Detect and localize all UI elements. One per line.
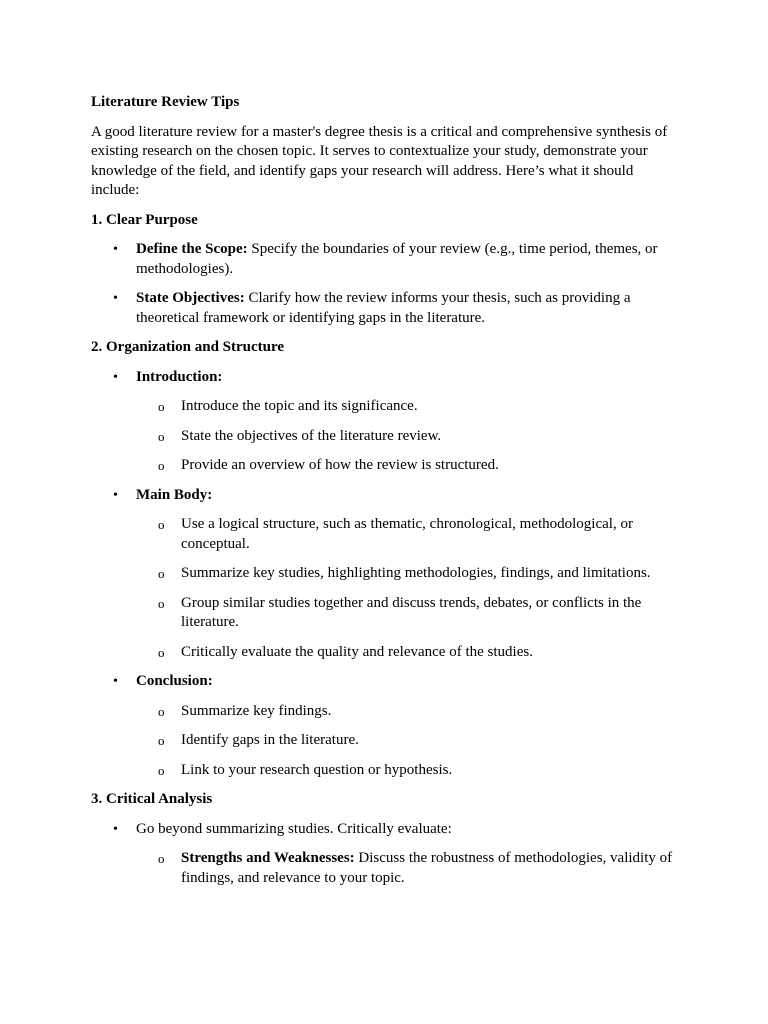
sub-item-text: Group similar studies together and discuss trends, debates, or conflicts in the literature. [181,594,642,630]
item-label: Define the Scope: [136,241,248,257]
item-label: State Objectives: [136,290,245,306]
bullet-list-critical-analysis [91,820,681,889]
item-text: Go beyond summarizing studies. Critically evaluate: [136,820,452,837]
sub-bullet-icon: o [158,733,165,748]
sub-bullet-icon: o [158,399,165,414]
item-label: Conclusion: [136,673,213,689]
sub-list-critical-evaluate [136,849,681,888]
bullet-icon: • [113,242,118,257]
sub-list-conclusion [136,702,681,781]
sub-list-introduction [136,397,681,476]
sub-item-text: Introduce the topic and its significance. [181,398,418,414]
sub-item-label: Strengths and Weaknesses: [181,850,355,866]
item-text: Specify the boundaries of your review (e.g., time period, themes, or methodologies). [136,241,658,277]
list-item [91,368,681,476]
sub-item-text: Link to your research question or hypothesis. [181,761,453,778]
sub-item-text: Use a logical structure, such as thematic, chronological, methodological, or conceptual. [181,516,633,552]
list-item [91,672,681,780]
sub-list-item [136,594,681,633]
bullet-icon: • [113,821,118,837]
sub-list-item [136,564,681,584]
item-label: Main Body: [136,486,213,503]
bullet-icon: • [113,291,118,306]
section-heading-organization: 2. Organization and Structure [91,339,285,355]
section-heading-clear-purpose: 1. Clear Purpose [91,211,198,228]
sub-list-item [136,643,681,663]
sub-list-item [136,849,681,888]
sub-list-item [136,515,681,554]
bullet-list-clear-purpose [91,240,681,328]
list-item [91,486,681,663]
sub-list-item [136,456,681,476]
bullet-icon: • [113,369,118,385]
list-item [91,289,681,328]
intro-paragraph: A good literature review for a master's degree thesis is a critical and comprehensive synthesis of existing research on the chosen topic. It serves to contextualize your study, demonstrate your knowledge of the field, and identify gaps your research will address. Here’s what it should include: [91,123,668,198]
sub-list-item [136,761,681,781]
sub-item-text: Summarize key studies, highlighting methodologies, findings, and limitations. [181,565,651,581]
sub-bullet-icon: o [158,703,165,719]
sub-item-text: State the objectives of the literature review. [181,427,442,444]
sub-item-text: Provide an overview of how the review is structured. [181,457,499,473]
sub-bullet-icon: o [158,458,165,473]
item-text: Clarify how the review informs your thesis, such as providing a theoretical framework or identifying gaps in the literature. [136,290,631,326]
sub-bullet-icon: o [158,428,165,444]
sub-bullet-icon: o [158,851,165,866]
sub-bullet-icon: o [158,566,165,581]
sub-item-text: Summarize key findings. [181,702,332,719]
sub-list-item [136,702,681,722]
list-item [91,820,681,889]
sub-list-main-body [136,515,681,662]
section-heading-critical-analysis: 3. Critical Analysis [91,791,213,807]
list-item [91,240,681,279]
item-label: Introduction: [136,368,223,385]
sub-item-text: Discuss the robustness of methodologies, validity of findings, and relevance to your topic. [181,850,673,886]
sub-bullet-icon: o [158,517,165,532]
sub-bullet-icon: o [158,644,165,660]
bullet-icon: • [113,487,118,503]
sub-list-item [136,397,681,417]
sub-list-item [136,427,681,447]
bullet-list-organization [91,368,681,781]
sub-item-text: Identify gaps in the literature. [181,732,359,748]
sub-bullet-icon: o [158,595,165,611]
document-page [91,93,681,898]
document-title: Literature Review Tips [91,94,240,110]
bullet-icon: • [113,674,118,689]
sub-bullet-icon: o [158,762,165,778]
sub-list-item [136,731,681,751]
sub-item-text: Critically evaluate the quality and relevance of the studies. [181,643,533,660]
